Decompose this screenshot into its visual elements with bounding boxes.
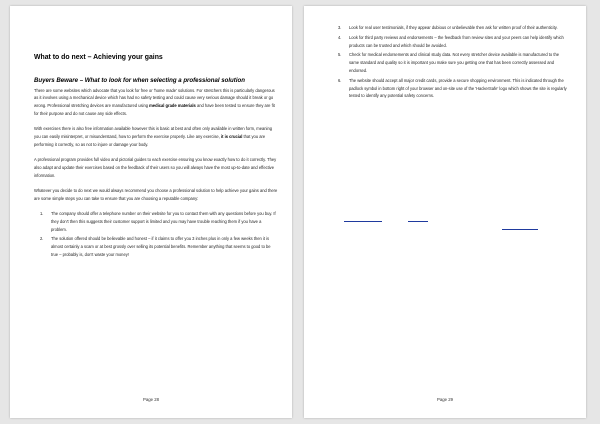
- hyperlink[interactable]: [408, 221, 428, 222]
- list-number: 1.: [40, 211, 44, 217]
- list-text: Check for medical endorsements and clinical study data. Not every stretcher device available is manufactured to the same standard and quality so it is important you make sure you getting one that has been correctly assessed and endorsed.: [349, 52, 560, 73]
- list-text: Look for third party reviews and endorsements – the feedback from review sites and your peers can help identify which products can be trusted and which should be avoided.: [349, 34, 564, 48]
- page-number: Page 28: [142, 397, 159, 402]
- list-item: [332, 24, 570, 32]
- paragraph-home-made: [34, 87, 278, 118]
- paragraph-text: and have been tested to ensure they are fit for their purpose and do not cause any side effects.: [34, 103, 275, 116]
- paragraph-exercises: [34, 125, 278, 148]
- bold-text: it is crucial: [220, 133, 243, 139]
- list-item: [34, 235, 278, 258]
- right-page: [304, 6, 586, 418]
- list-text: The company should offer a telephone number on their website for you to contact them with any questions before you buy. If they don't then this suggests their customer support is limited and you may have trouble reaching them if you have a problem.: [51, 211, 276, 232]
- paragraph-text: With exercises there is also free information available however this is basic at best and often only available in written form, meaning you can easily misinterpret, or misunderstand, how to perform the exercise properly. Like any exercise,: [34, 126, 273, 139]
- list-number: 4.: [338, 34, 342, 40]
- hyperlink-row: [336, 221, 548, 229]
- subsection-heading: Buyers Beware – What to look for when selecting a professional solution: [34, 77, 245, 84]
- list-number: 3.: [338, 25, 342, 30]
- list-number: 2.: [40, 236, 44, 242]
- checklist-continued: [332, 24, 570, 100]
- list-number: 5.: [338, 52, 342, 58]
- list-item: [332, 77, 570, 100]
- list-text: The website should accept all major credit cards, provide a secure shopping environment. This is indicated through the padlock symbol in bottom right of your browser and on-site use of the 'HackerSafe' logo which shows the site is regularly tested to identify any potential safety concerns.: [349, 77, 567, 99]
- list-text: Look for real user testimonials, if they appear dubious or unbelievable then ask for written proof of their authenticity.: [349, 25, 558, 30]
- hyperlink[interactable]: [502, 229, 538, 230]
- bold-text: medical grade materials: [149, 103, 196, 109]
- list-item: [34, 210, 278, 233]
- paragraph-text: There are some websites which advocate that you look for free or 'home made' solutions. For stretchers this is particularly dangerous as it involves using a mechanical device which has had no safety testing and could cause very serious damage should it break or go wrong. Professional stretching devices are manufactured using: [34, 87, 275, 109]
- right-page-content: [332, 24, 570, 102]
- paragraph-text: that you are performing it correctly, so as not to injure or damage your body.: [34, 133, 266, 147]
- hyperlink[interactable]: [344, 221, 382, 222]
- left-page: [10, 6, 292, 418]
- checklist: [34, 210, 278, 259]
- left-page-content: [34, 54, 278, 261]
- paragraph-professional-program: A professional program provides full video and pictorial guides to each exercise ensuring you know exactly how to do it correctly. They also adapt and update their exercises based on the feedback of their users so you will always have the most up-to-date and effective information.: [34, 157, 277, 178]
- paragraph-recommendation: Whatever you decide to do next we would always recommend you choose a professional solution to help achieve your gains and there are some simple steps you can take to ensure that you are choosing a reputable company:: [34, 187, 278, 201]
- page-number: Page 29: [436, 397, 453, 402]
- list-item: [332, 34, 570, 50]
- section-heading: What to do next – Achieving your gains: [34, 54, 163, 61]
- list-text: The solution offered should be believable and honest – if it claims to offer you 3 inches plus in only a few weeks then it is almost certainly a scam or at best grossly over selling its potential benefits. Remember anything that seems to good to be true – probably is, don't waste your money!: [51, 236, 271, 258]
- list-number: 6.: [338, 77, 342, 83]
- list-item: [332, 51, 570, 74]
